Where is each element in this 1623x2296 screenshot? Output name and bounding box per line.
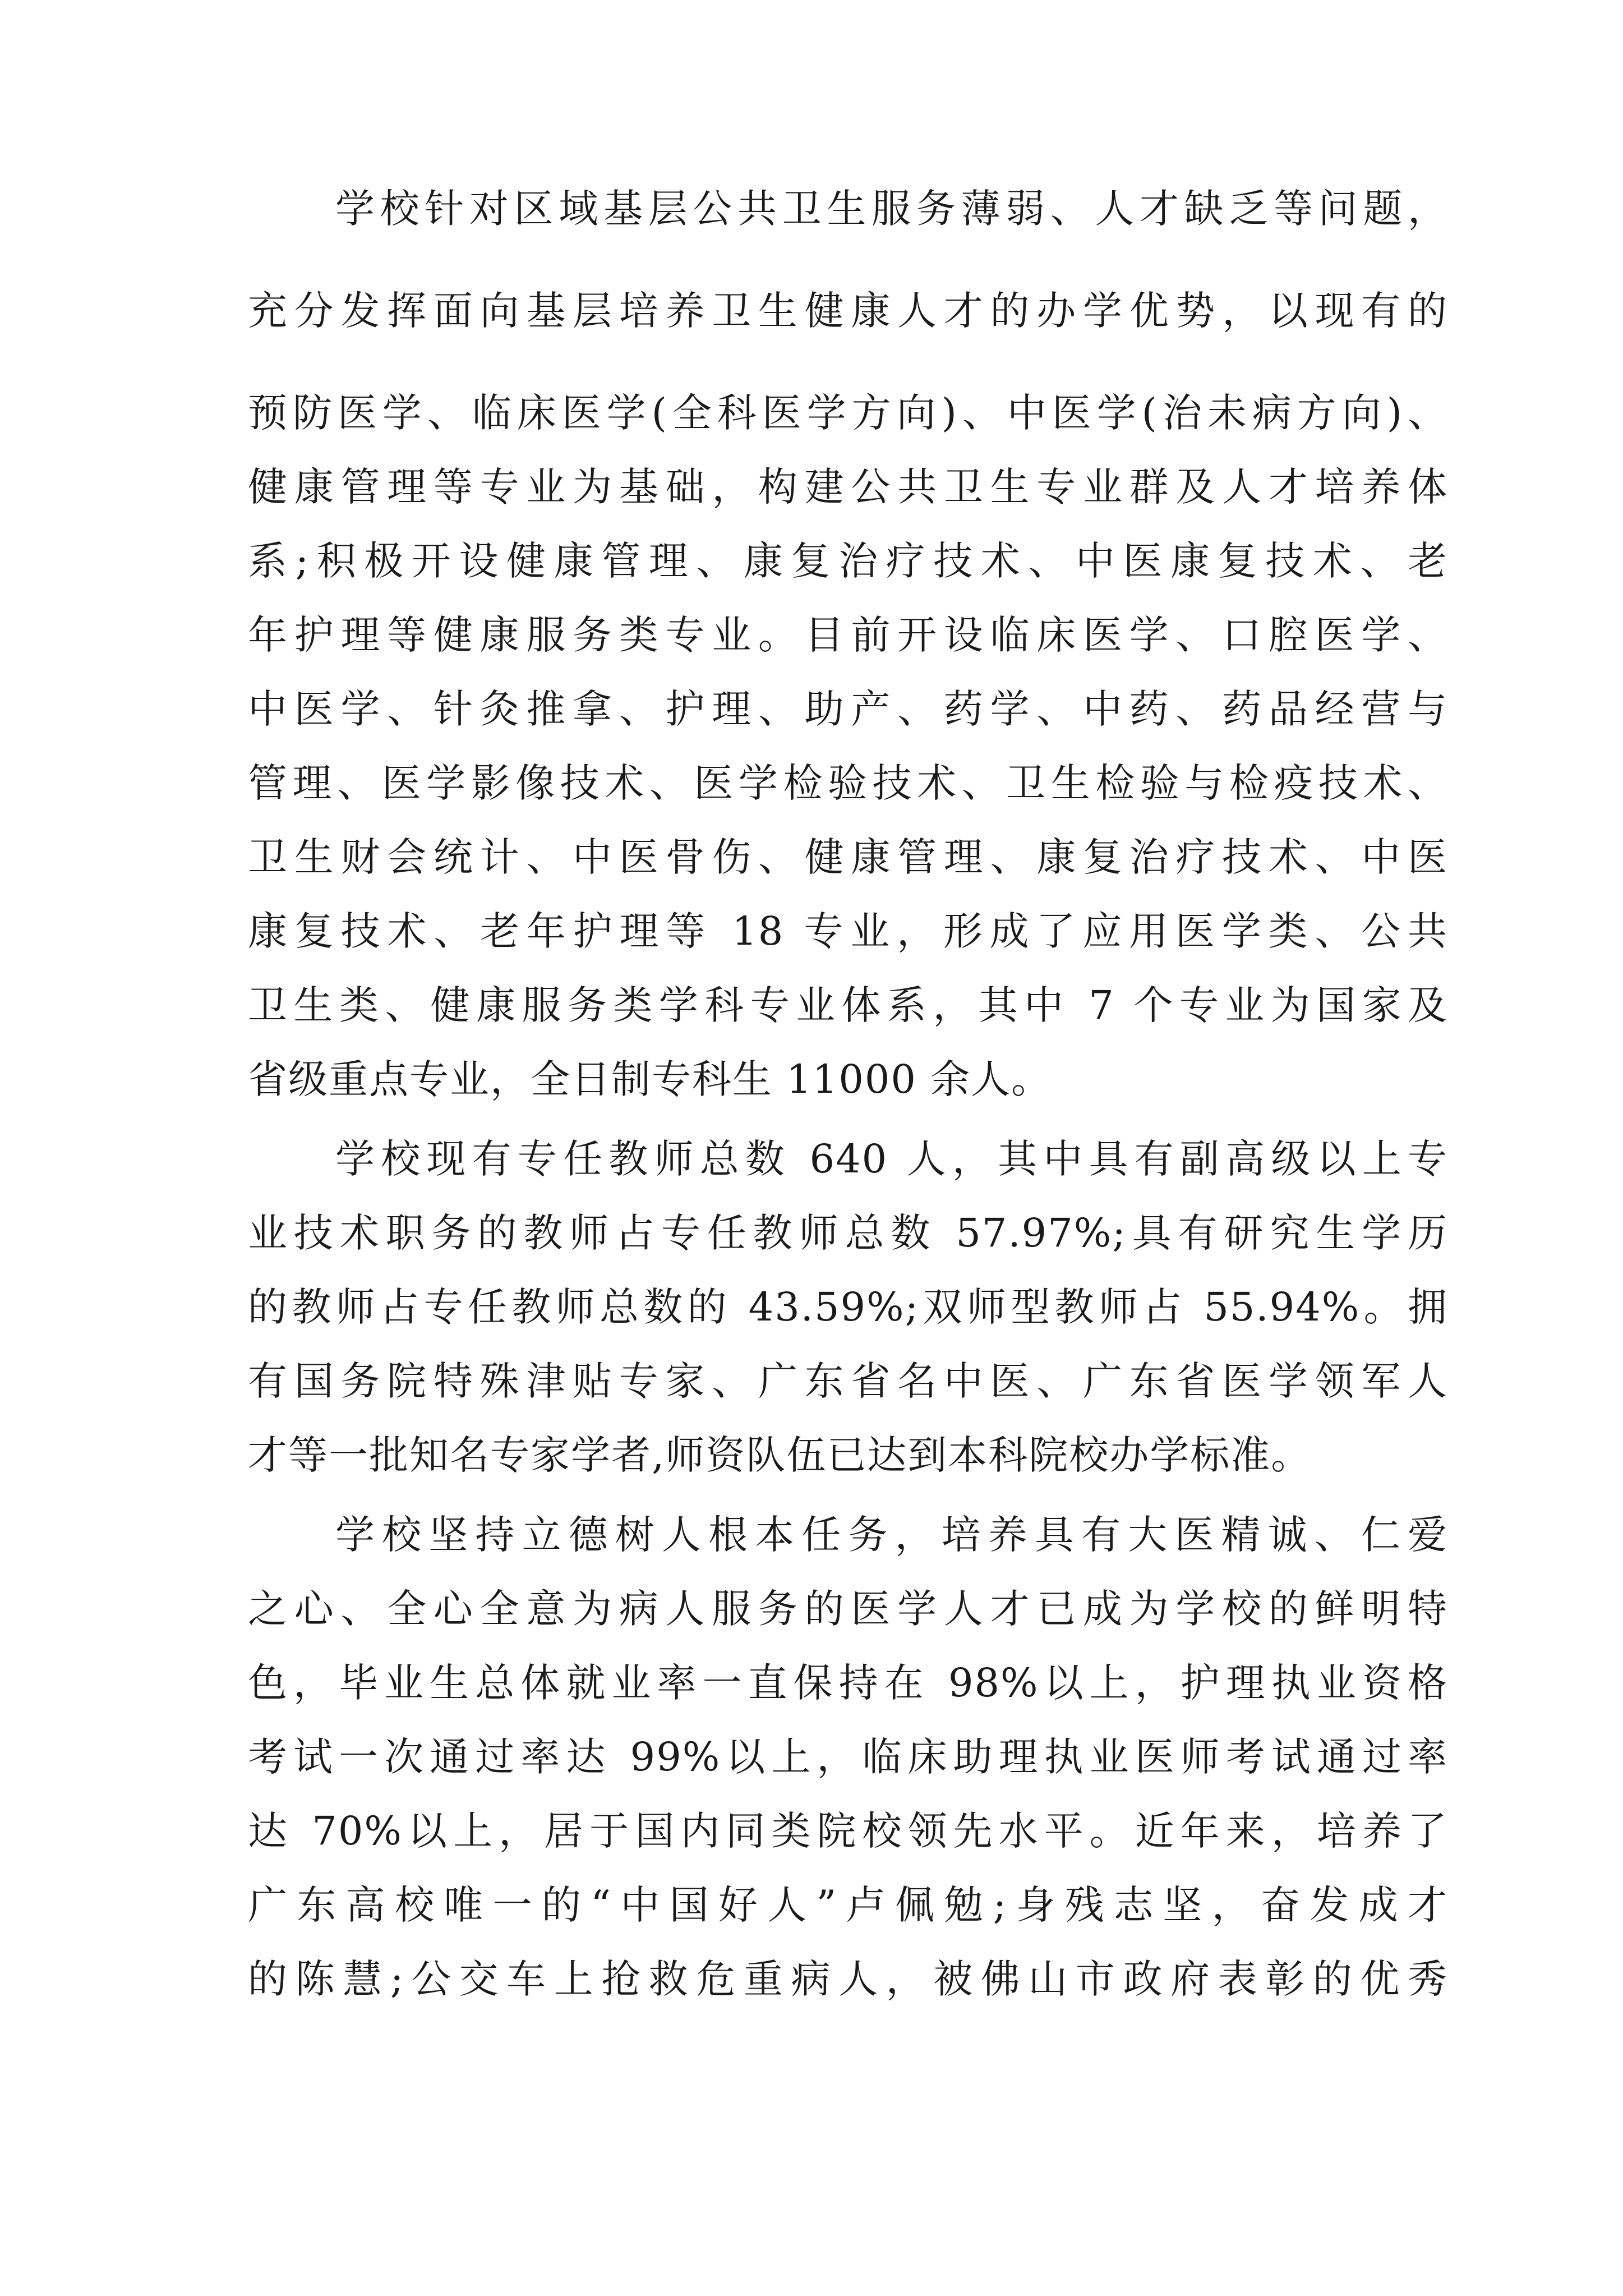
text-line: 的教师占专任教师总数的 43.59%;双师型教师占 55.94%。拥 [248,1284,1448,1330]
text-line: 之心、全心全意为病人服务的医学人才已成为学校的鲜明特 [248,1586,1448,1632]
text-line: 卫生财会统计、中医骨伤、健康管理、康复治疗技术、中医 [248,834,1448,880]
text-line: 管理、医学影像技术、医学检验技术、卫生检验与检疫技术、 [248,760,1448,806]
text-line: 预防医学、临床医学(全科医学方向)、中医学(治未病方向)、 [248,390,1448,436]
text-line: 康复技术、老年护理等 18 专业，形成了应用医学类、公共 [248,908,1448,954]
text-line: 学校现有专任教师总数 640 人，其中具有副高级以上专 [335,1136,1448,1182]
text-line: 学校针对区域基层公共卫生服务薄弱、人才缺乏等问题， [335,186,1448,232]
text-line: 省级重点专业，全日制专科生 11000 余人。 [248,1056,1052,1102]
text-line: 年护理等健康服务类专业。目前开设临床医学、口腔医学、 [248,612,1448,658]
text-line: 广东高校唯一的“中国好人”卢佩勉;身残志坚，奋发成才 [248,1882,1448,1928]
text-line: 考试一次通过率达 99%以上，临床助理执业医师考试通过率 [248,1734,1448,1780]
text-line: 才等一批知名专家学者,师资队伍已达到本科院校办学标准。 [248,1432,1312,1478]
text-line: 有国务院特殊津贴专家、广东省名中医、广东省医学领军人 [248,1358,1448,1404]
text-line: 中医学、针灸推拿、护理、助产、药学、中药、药品经营与 [248,686,1448,732]
text-line: 卫生类、健康服务类学科专业体系，其中 7 个专业为国家及 [248,982,1448,1028]
text-line: 达 70%以上，居于国内同类院校领先水平。近年来，培养了 [248,1808,1448,1854]
text-line: 业技术职务的教师占专任教师总数 57.97%;具有研究生学历 [248,1210,1448,1256]
text-line: 学校坚持立德树人根本任务，培养具有大医精诚、仁爱 [335,1512,1448,1558]
text-line: 系;积极开设健康管理、康复治疗技术、中医康复技术、老 [248,538,1448,584]
text-line: 充分发挥面向基层培养卫生健康人才的办学优势，以现有的 [248,288,1448,334]
text-line: 的陈慧;公交车上抢救危重病人，被佛山市政府表彰的优秀 [248,1956,1448,2002]
text-line: 健康管理等专业为基础，构建公共卫生专业群及人才培养体 [248,464,1448,510]
text-line: 色，毕业生总体就业率一直保持在 98%以上，护理执业资格 [248,1660,1448,1706]
